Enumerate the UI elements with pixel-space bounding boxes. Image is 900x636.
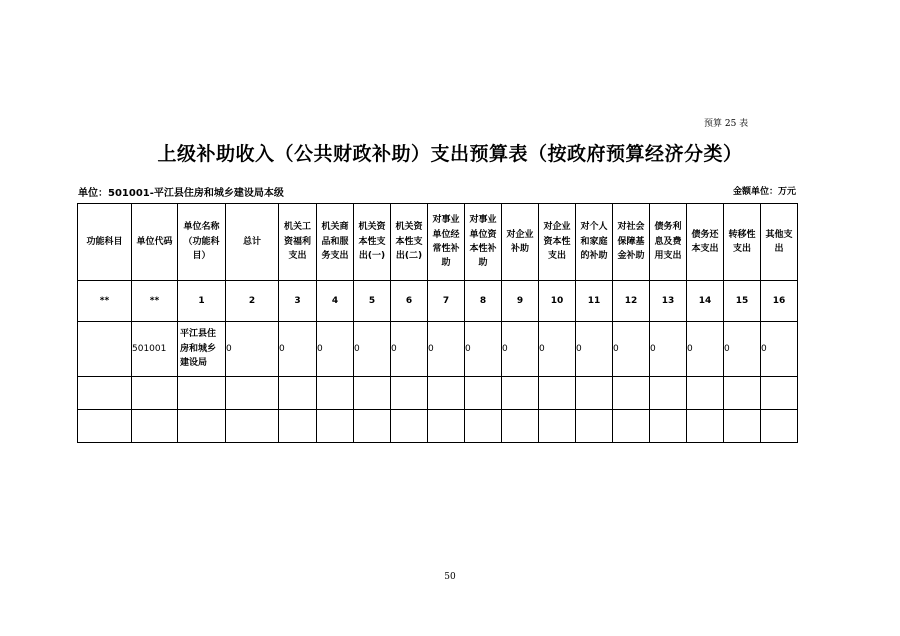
table-cell: 0 bbox=[391, 322, 428, 377]
column-index: 11 bbox=[576, 281, 613, 322]
column-index: 9 bbox=[502, 281, 539, 322]
column-index: 7 bbox=[428, 281, 465, 322]
column-header: 对事业单位资本性补助 bbox=[465, 204, 502, 281]
column-header: 功能科目 bbox=[78, 204, 132, 281]
table-cell: 0 bbox=[687, 322, 724, 377]
table-cell: 0 bbox=[576, 322, 613, 377]
column-index: 2 bbox=[226, 281, 279, 322]
table-cell: 0 bbox=[502, 322, 539, 377]
unit-label: 单位：501001-平江县住房和城乡建设局本级 bbox=[78, 188, 284, 199]
column-header: 总计 bbox=[226, 204, 279, 281]
table-number: 预算 25 表 bbox=[704, 119, 749, 129]
column-header: 对事业单位经常性补助 bbox=[428, 204, 465, 281]
empty-row bbox=[78, 410, 798, 443]
column-header: 债务利息及费用支出 bbox=[650, 204, 687, 281]
column-index: 10 bbox=[539, 281, 576, 322]
column-header: 机关商品和服务支出 bbox=[317, 204, 354, 281]
column-index: 12 bbox=[613, 281, 650, 322]
table-cell: 0 bbox=[354, 322, 391, 377]
table-cell: 501001 bbox=[132, 322, 178, 377]
column-header: 对社会保障基金补助 bbox=[613, 204, 650, 281]
table-cell: 0 bbox=[317, 322, 354, 377]
table-cell: 0 bbox=[650, 322, 687, 377]
budget-table bbox=[77, 203, 798, 443]
table-cell: 0 bbox=[279, 322, 317, 377]
amount-unit-label: 金额单位：万元 bbox=[732, 187, 796, 197]
table-cell: 0 bbox=[428, 322, 465, 377]
column-index: 4 bbox=[317, 281, 354, 322]
column-header: 对企业资本性支出 bbox=[539, 204, 576, 281]
column-index: 14 bbox=[687, 281, 724, 322]
column-header: 机关资本性支出(二) bbox=[391, 204, 428, 281]
column-header: 机关资本性支出(一) bbox=[354, 204, 391, 281]
column-index: 1 bbox=[178, 281, 226, 322]
column-index: 6 bbox=[391, 281, 428, 322]
table-cell: 0 bbox=[539, 322, 576, 377]
table-row bbox=[78, 322, 798, 377]
column-header: 对个人和家庭的补助 bbox=[576, 204, 613, 281]
column-header: 单位名称（功能科目） bbox=[178, 204, 226, 281]
column-header: 对企业补助 bbox=[502, 204, 539, 281]
page-number: 50 bbox=[444, 572, 456, 582]
index-row bbox=[78, 281, 798, 322]
table-cell: 0 bbox=[724, 322, 761, 377]
header-row bbox=[78, 204, 798, 281]
column-header: 转移性支出 bbox=[724, 204, 761, 281]
page-title: 上级补助收入（公共财政补助）支出预算表（按政府预算经济分类） bbox=[157, 143, 743, 165]
column-header: 机关工资福利支出 bbox=[279, 204, 317, 281]
column-index: 13 bbox=[650, 281, 687, 322]
empty-row bbox=[78, 377, 798, 410]
column-index: 5 bbox=[354, 281, 391, 322]
column-header: 债务还本支出 bbox=[687, 204, 724, 281]
table-cell bbox=[78, 322, 132, 377]
column-index: 15 bbox=[724, 281, 761, 322]
column-index: 8 bbox=[465, 281, 502, 322]
column-index: 3 bbox=[279, 281, 317, 322]
table-cell: 0 bbox=[761, 322, 798, 377]
column-header: 其他支出 bbox=[761, 204, 798, 281]
table-cell: 0 bbox=[613, 322, 650, 377]
column-index: ** bbox=[132, 281, 178, 322]
column-index: 16 bbox=[761, 281, 798, 322]
column-index: ** bbox=[78, 281, 132, 322]
table-cell: 0 bbox=[226, 322, 279, 377]
column-header: 单位代码 bbox=[132, 204, 178, 281]
table-cell: 平江县住房和城乡建设局 bbox=[178, 322, 226, 377]
table-cell: 0 bbox=[465, 322, 502, 377]
